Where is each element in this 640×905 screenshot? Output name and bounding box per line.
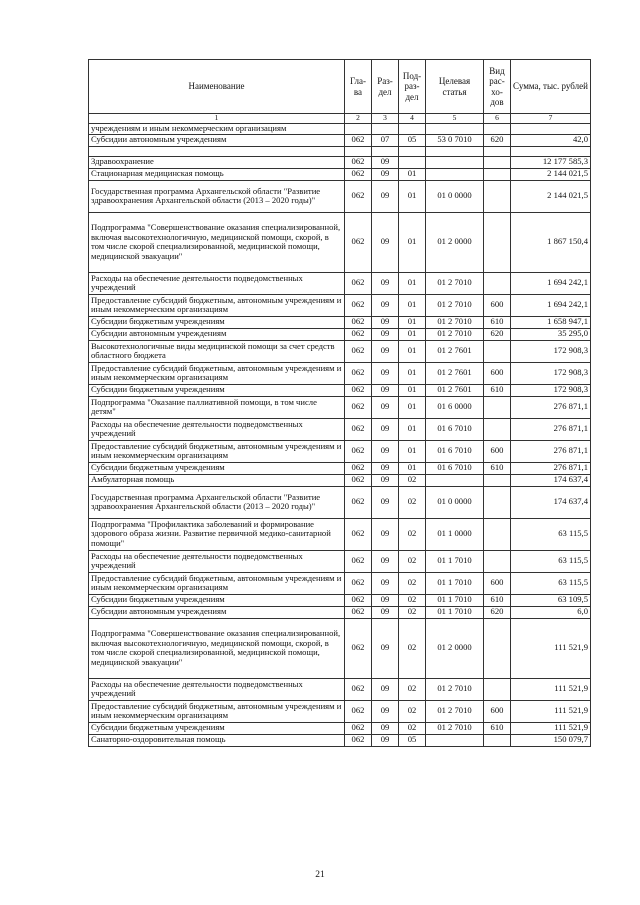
- row-podrazdel: 01: [399, 340, 426, 362]
- row-name: Санаторно-оздоровительная помощь: [89, 734, 345, 746]
- row-razdel: 09: [372, 700, 399, 722]
- row-sum: 276 871,1: [511, 418, 591, 440]
- row-glava: 062: [345, 572, 372, 594]
- row-sum: 6,0: [511, 606, 591, 618]
- row-razdel: 09: [372, 156, 399, 168]
- row-podrazdel: 02: [399, 486, 426, 518]
- row-glava: 062: [345, 418, 372, 440]
- row-vid: 610: [484, 594, 511, 606]
- row-glava: 062: [345, 722, 372, 734]
- row-podrazdel: 01: [399, 440, 426, 462]
- row-podrazdel: 01: [399, 168, 426, 180]
- row-target: [426, 474, 484, 486]
- table-row: [89, 606, 591, 618]
- row-vid: [484, 124, 511, 135]
- row-sum: 35 295,0: [511, 328, 591, 340]
- row-target: 01 1 7010: [426, 594, 484, 606]
- col-number: 2: [345, 114, 372, 124]
- row-sum: 1 867 150,4: [511, 212, 591, 272]
- row-podrazdel: 01: [399, 180, 426, 212]
- row-vid: 610: [484, 384, 511, 396]
- row-name: Субсидии бюджетным учреждениям: [89, 722, 345, 734]
- row-razdel: 09: [372, 418, 399, 440]
- row-razdel: 09: [372, 316, 399, 328]
- row-vid: 620: [484, 134, 511, 146]
- row-vid: [484, 618, 511, 678]
- row-razdel: 09: [372, 594, 399, 606]
- row-target: 01 2 7010: [426, 678, 484, 700]
- row-podrazdel: 02: [399, 678, 426, 700]
- row-target: [426, 156, 484, 168]
- row-razdel: 09: [372, 384, 399, 396]
- budget-table: [88, 59, 591, 747]
- row-vid: 620: [484, 328, 511, 340]
- column-number-row: [89, 114, 591, 124]
- row-vid: 600: [484, 362, 511, 384]
- row-name: Государственная программа Архангельской области "Развитие здравоохранения Архангельской области (2013 – 2020 годы)": [89, 180, 345, 212]
- row-sum: 276 871,1: [511, 462, 591, 474]
- row-sum: 174 637,4: [511, 474, 591, 486]
- row-sum: 276 871,1: [511, 396, 591, 418]
- header-podrazdel: Под-раз-дел: [399, 60, 426, 114]
- row-name: Предоставление субсидий бюджетным, автономным учреждениям и иным некоммерческим организациям: [89, 294, 345, 316]
- table-row: [89, 486, 591, 518]
- row-glava: 062: [345, 180, 372, 212]
- row-glava: 062: [345, 486, 372, 518]
- table-row: [89, 474, 591, 486]
- row-vid: [484, 678, 511, 700]
- row-sum: 172 908,3: [511, 362, 591, 384]
- row-podrazdel: 02: [399, 572, 426, 594]
- row-sum: 2 144 021,5: [511, 168, 591, 180]
- row-razdel: 09: [372, 396, 399, 418]
- table-row: [89, 362, 591, 384]
- row-target: 01 1 7010: [426, 572, 484, 594]
- col-number: 5: [426, 114, 484, 124]
- row-target: 01 2 7010: [426, 316, 484, 328]
- row-podrazdel: 01: [399, 362, 426, 384]
- row-vid: [484, 518, 511, 550]
- row-podrazdel: 02: [399, 722, 426, 734]
- row-razdel: 09: [372, 486, 399, 518]
- row-sum: [511, 124, 591, 135]
- table-row: [89, 328, 591, 340]
- row-target: 01 6 7010: [426, 418, 484, 440]
- row-podrazdel: 02: [399, 594, 426, 606]
- row-podrazdel: 02: [399, 474, 426, 486]
- row-target: 01 6 7010: [426, 462, 484, 474]
- table-row: [89, 418, 591, 440]
- row-glava: [345, 146, 372, 156]
- table-row: [89, 156, 591, 168]
- header-vid: Вид рас-хо-дов: [484, 60, 511, 114]
- row-podrazdel: 01: [399, 418, 426, 440]
- row-sum: 12 177 585,3: [511, 156, 591, 168]
- row-razdel: 09: [372, 550, 399, 572]
- row-glava: 062: [345, 134, 372, 146]
- row-vid: [484, 734, 511, 746]
- row-sum: 1 694 242,1: [511, 272, 591, 294]
- row-glava: 062: [345, 618, 372, 678]
- header-glava: Гла-ва: [345, 60, 372, 114]
- row-podrazdel: 01: [399, 384, 426, 396]
- row-glava: 062: [345, 474, 372, 486]
- row-podrazdel: 01: [399, 462, 426, 474]
- row-name: учреждениям и иным некоммерческим организациям: [89, 124, 345, 135]
- row-vid: [484, 340, 511, 362]
- row-target: 01 2 7010: [426, 294, 484, 316]
- row-target: 01 2 0000: [426, 212, 484, 272]
- row-vid: [484, 418, 511, 440]
- row-sum: 172 908,3: [511, 340, 591, 362]
- row-name: Расходы на обеспечение деятельности подведомственных учреждений: [89, 272, 345, 294]
- row-name: Субсидии автономным учреждениям: [89, 328, 345, 340]
- row-glava: 062: [345, 518, 372, 550]
- row-razdel: 09: [372, 362, 399, 384]
- row-target: 01 2 7601: [426, 340, 484, 362]
- row-target: [426, 146, 484, 156]
- row-podrazdel: [399, 146, 426, 156]
- row-vid: [484, 486, 511, 518]
- row-target: 01 2 7010: [426, 328, 484, 340]
- row-target: 01 2 7010: [426, 272, 484, 294]
- row-glava: 062: [345, 212, 372, 272]
- row-vid: 620: [484, 606, 511, 618]
- row-name: Субсидии бюджетным учреждениям: [89, 316, 345, 328]
- header-name: Наименование: [89, 60, 345, 114]
- row-razdel: 09: [372, 722, 399, 734]
- row-vid: [484, 180, 511, 212]
- row-glava: 062: [345, 384, 372, 396]
- row-razdel: 09: [372, 678, 399, 700]
- row-sum: 111 521,9: [511, 618, 591, 678]
- row-vid: [484, 272, 511, 294]
- row-glava: 062: [345, 700, 372, 722]
- table-body: [89, 124, 591, 747]
- row-podrazdel: 02: [399, 700, 426, 722]
- row-sum: 111 521,9: [511, 700, 591, 722]
- row-glava: 062: [345, 594, 372, 606]
- row-name: Подпрограмма "Оказание паллиативной помощи, в том числе детям": [89, 396, 345, 418]
- row-glava: 062: [345, 550, 372, 572]
- row-name: Субсидии автономным учреждениям: [89, 606, 345, 618]
- row-name: Субсидии бюджетным учреждениям: [89, 384, 345, 396]
- row-vid: [484, 168, 511, 180]
- col-number: 6: [484, 114, 511, 124]
- row-name: Подпрограмма "Совершенствование оказания специализированной, включая высокотехнологичную, медицинской помощи, скорой, в том числе скорой специализированной, медицинской помощи, медицинской эвакуации": [89, 618, 345, 678]
- row-sum: 174 637,4: [511, 486, 591, 518]
- row-target: 01 2 7010: [426, 722, 484, 734]
- row-razdel: [372, 124, 399, 135]
- row-glava: [345, 124, 372, 135]
- row-glava: 062: [345, 294, 372, 316]
- table-row: [89, 124, 591, 135]
- table-row: [89, 518, 591, 550]
- row-podrazdel: [399, 124, 426, 135]
- table-row: [89, 440, 591, 462]
- row-target: 01 0 0000: [426, 180, 484, 212]
- col-number: 3: [372, 114, 399, 124]
- table-row: [89, 180, 591, 212]
- row-razdel: 09: [372, 180, 399, 212]
- row-vid: [484, 146, 511, 156]
- row-target: [426, 124, 484, 135]
- row-name: Высокотехнологичные виды медицинской помощи за счет средств областного бюджета: [89, 340, 345, 362]
- row-sum: [511, 146, 591, 156]
- row-vid: [484, 396, 511, 418]
- row-target: 01 1 7010: [426, 606, 484, 618]
- row-vid: [484, 212, 511, 272]
- table-row: [89, 212, 591, 272]
- row-target: 01 0 0000: [426, 486, 484, 518]
- row-vid: 600: [484, 440, 511, 462]
- row-name: Расходы на обеспечение деятельности подведомственных учреждений: [89, 418, 345, 440]
- table-row: [89, 396, 591, 418]
- row-target: 01 2 7601: [426, 384, 484, 396]
- row-podrazdel: 01: [399, 396, 426, 418]
- row-glava: 062: [345, 328, 372, 340]
- table-row: [89, 134, 591, 146]
- row-podrazdel: 01: [399, 294, 426, 316]
- table-row: [89, 384, 591, 396]
- row-target: 01 1 0000: [426, 518, 484, 550]
- row-name: Субсидии автономным учреждениям: [89, 134, 345, 146]
- row-razdel: 09: [372, 734, 399, 746]
- table-row: [89, 462, 591, 474]
- row-target: 01 2 0000: [426, 618, 484, 678]
- row-razdel: 09: [372, 618, 399, 678]
- row-vid: 600: [484, 572, 511, 594]
- row-razdel: 09: [372, 168, 399, 180]
- row-name: Предоставление субсидий бюджетным, автономным учреждениям и иным некоммерческим организациям: [89, 700, 345, 722]
- row-sum: 172 908,3: [511, 384, 591, 396]
- header-razdel: Раз-дел: [372, 60, 399, 114]
- row-sum: 63 115,5: [511, 572, 591, 594]
- row-sum: 111 521,9: [511, 722, 591, 734]
- col-number: 7: [511, 114, 591, 124]
- row-glava: 062: [345, 734, 372, 746]
- table-row: [89, 678, 591, 700]
- row-vid: 600: [484, 700, 511, 722]
- row-razdel: 09: [372, 606, 399, 618]
- row-podrazdel: 05: [399, 134, 426, 146]
- row-target: [426, 168, 484, 180]
- row-sum: 111 521,9: [511, 678, 591, 700]
- row-razdel: 09: [372, 518, 399, 550]
- row-name: Расходы на обеспечение деятельности подведомственных учреждений: [89, 550, 345, 572]
- row-razdel: 09: [372, 462, 399, 474]
- row-razdel: 09: [372, 572, 399, 594]
- row-glava: 062: [345, 606, 372, 618]
- row-glava: 062: [345, 440, 372, 462]
- col-number: 1: [89, 114, 345, 124]
- table-row: [89, 340, 591, 362]
- row-vid: 610: [484, 316, 511, 328]
- row-glava: 062: [345, 156, 372, 168]
- row-sum: 1 694 242,1: [511, 294, 591, 316]
- page-number: 21: [315, 870, 325, 880]
- row-glava: 062: [345, 396, 372, 418]
- table-header-row: [89, 60, 591, 114]
- row-vid: 600: [484, 294, 511, 316]
- row-sum: 63 115,5: [511, 550, 591, 572]
- row-name: Амбулаторная помощь: [89, 474, 345, 486]
- row-podrazdel: 02: [399, 550, 426, 572]
- row-name: Предоставление субсидий бюджетным, автономным учреждениям и иным некоммерческим организациям: [89, 572, 345, 594]
- table-row: [89, 294, 591, 316]
- header-target: Целевая статья: [426, 60, 484, 114]
- row-name: Подпрограмма "Профилактика заболеваний и формирование здорового образа жизни. Развитие первичной медико-санитарной помощи": [89, 518, 345, 550]
- row-name: [89, 146, 345, 156]
- row-glava: 062: [345, 340, 372, 362]
- row-name: Предоставление субсидий бюджетным, автономным учреждениям и иным некоммерческим организациям: [89, 362, 345, 384]
- table-row: [89, 168, 591, 180]
- row-razdel: 09: [372, 328, 399, 340]
- table-row: [89, 272, 591, 294]
- row-sum: 150 079,7: [511, 734, 591, 746]
- row-target: 01 6 7010: [426, 440, 484, 462]
- row-razdel: 09: [372, 294, 399, 316]
- row-sum: 63 115,5: [511, 518, 591, 550]
- row-vid: 610: [484, 462, 511, 474]
- row-razdel: 07: [372, 134, 399, 146]
- row-glava: 062: [345, 272, 372, 294]
- row-sum: 1 658 947,1: [511, 316, 591, 328]
- table-row: [89, 550, 591, 572]
- row-podrazdel: 01: [399, 328, 426, 340]
- row-razdel: 09: [372, 440, 399, 462]
- row-name: Расходы на обеспечение деятельности подведомственных учреждений: [89, 678, 345, 700]
- row-sum: 276 871,1: [511, 440, 591, 462]
- row-podrazdel: 02: [399, 606, 426, 618]
- row-razdel: 09: [372, 272, 399, 294]
- header-sum: Сумма, тыс. рублей: [511, 60, 591, 114]
- table-row: [89, 700, 591, 722]
- row-name: Субсидии бюджетным учреждениям: [89, 462, 345, 474]
- row-name: Стационарная медицинская помощь: [89, 168, 345, 180]
- row-vid: [484, 474, 511, 486]
- row-target: 53 0 7010: [426, 134, 484, 146]
- row-podrazdel: 01: [399, 272, 426, 294]
- row-sum: 42,0: [511, 134, 591, 146]
- row-sum: 2 144 021,5: [511, 180, 591, 212]
- table-row: [89, 722, 591, 734]
- row-target: 01 2 7010: [426, 700, 484, 722]
- row-name: Предоставление субсидий бюджетным, автономным учреждениям и иным некоммерческим организациям: [89, 440, 345, 462]
- row-razdel: 09: [372, 340, 399, 362]
- table-row: [89, 594, 591, 606]
- row-podrazdel: 05: [399, 734, 426, 746]
- row-glava: 062: [345, 462, 372, 474]
- row-podrazdel: 02: [399, 518, 426, 550]
- row-target: 01 2 7601: [426, 362, 484, 384]
- table-row: [89, 146, 591, 156]
- row-razdel: 09: [372, 474, 399, 486]
- row-glava: 062: [345, 168, 372, 180]
- table-row: [89, 316, 591, 328]
- row-target: 01 1 7010: [426, 550, 484, 572]
- row-vid: [484, 156, 511, 168]
- row-name: Субсидии бюджетным учреждениям: [89, 594, 345, 606]
- table-row: [89, 734, 591, 746]
- row-glava: 062: [345, 678, 372, 700]
- row-vid: 610: [484, 722, 511, 734]
- row-razdel: [372, 146, 399, 156]
- col-number: 4: [399, 114, 426, 124]
- row-razdel: 09: [372, 212, 399, 272]
- row-name: Государственная программа Архангельской области "Развитие здравоохранения Архангельской области (2013 – 2020 годы)": [89, 486, 345, 518]
- row-glava: 062: [345, 362, 372, 384]
- row-name: Подпрограмма "Совершенствование оказания специализированной, включая высокотехнологичную, медицинской помощи, скорой, в том числе скорой специализированной, медицинской помощи, медицинской эвакуации": [89, 212, 345, 272]
- row-target: 01 6 0000: [426, 396, 484, 418]
- row-target: [426, 734, 484, 746]
- table-row: [89, 572, 591, 594]
- row-name: Здравоохранение: [89, 156, 345, 168]
- row-glava: 062: [345, 316, 372, 328]
- table-row: [89, 618, 591, 678]
- row-podrazdel: 01: [399, 316, 426, 328]
- row-sum: 63 109,5: [511, 594, 591, 606]
- row-vid: [484, 550, 511, 572]
- row-podrazdel: [399, 156, 426, 168]
- row-podrazdel: 02: [399, 618, 426, 678]
- row-podrazdel: 01: [399, 212, 426, 272]
